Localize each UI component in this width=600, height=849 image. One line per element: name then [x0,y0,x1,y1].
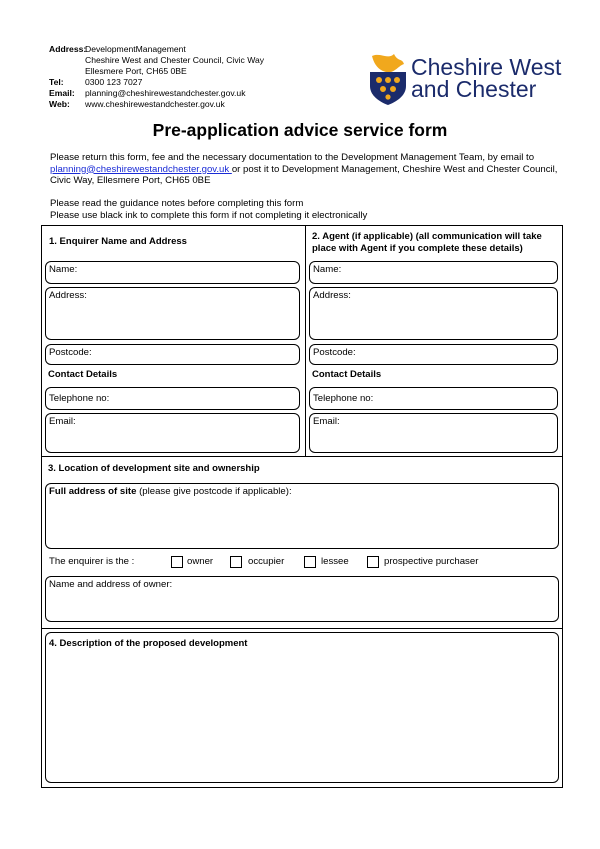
column-divider [305,225,306,457]
lessee-checkbox[interactable] [304,556,316,568]
lessee-option-label: lessee [321,556,349,567]
email-link[interactable]: planning@cheshirewestandchester.gov.uk [50,163,232,175]
site-address-label-bold: Full address of site [49,486,137,497]
intro-text-after: or post it to Development Management, Cheshire West and Chester Council, Civic Way, Ellesmere Port, CH65 0BE [50,163,558,186]
enquirer-postcode-field[interactable] [45,344,300,365]
occupier-option-label: occupier [248,556,285,567]
prospective-purchaser-option-label: prospective purchaser [384,556,479,567]
agent-name-label: Name: [313,264,342,275]
enquirer-name-label: Name: [49,264,78,275]
section-4-heading: 4. Description of the proposed development [49,638,248,649]
development-description-field[interactable] [45,632,559,783]
tel-label: Tel: [49,77,64,87]
section-divider-4 [41,628,563,629]
section-1-heading: 1. Enquirer Name and Address [49,236,187,247]
site-address-label-rest: (please give postcode if applicable): [136,486,292,497]
email-label: Email: [49,88,75,98]
section-2-heading-line-1: 2. Agent (if applicable) (all communication will take [312,231,542,242]
page-title: Pre-application advice service form [152,120,448,140]
agent-telephone-label: Telephone no: [313,393,374,404]
enquirer-address-field[interactable] [45,287,300,340]
section-2-heading [312,231,560,255]
email-value: planning@cheshirewestandchester.gov.uk [85,88,246,98]
enquirer-postcode-label: Postcode: [49,347,92,358]
agent-address-field[interactable] [309,287,558,340]
address-line-1: DevelopmentManagement [85,44,186,54]
owner-name-address-field[interactable] [45,576,559,622]
agent-email-field[interactable] [309,413,558,453]
prospective-purchaser-checkbox[interactable] [367,556,379,568]
intro-paragraph [50,152,570,187]
enquirer-contact-heading: Contact Details [48,369,118,380]
logo-line-1: Cheshire West [411,54,562,80]
section-divider-3 [41,456,563,457]
web-label: Web: [49,99,70,109]
instructions [50,198,570,221]
instruction-line-1: Please read the guidance notes before completing this form [50,198,304,209]
occupier-checkbox[interactable] [230,556,242,568]
intro-text-before: Please return this form, fee and the necessary documentation to the Development Management Team, by email to [50,152,535,163]
enquirer-telephone-field[interactable] [45,387,300,410]
enquirer-is-label: The enquirer is the : [49,556,135,567]
agent-address-label: Address: [313,290,351,301]
site-address-field[interactable] [45,483,559,549]
enquirer-telephone-label: Telephone no: [49,393,110,404]
web-value: www.cheshirewestandchester.gov.uk [85,99,225,109]
owner-checkbox[interactable] [171,556,183,568]
enquirer-name-field[interactable] [45,261,300,284]
owner-option-label: owner [187,556,214,567]
address-label: Address: [49,44,87,54]
instruction-line-2: Please use black ink to complete this form if not completing it electronically [50,209,368,221]
section-3-heading: 3. Location of development site and ownership [48,463,260,474]
contact-header [49,44,264,110]
council-crest-icon [368,50,408,106]
enquirer-email-label: Email: [49,416,76,427]
agent-postcode-field[interactable] [309,344,558,365]
address-line-3: Ellesmere Port, CH65 0BE [85,66,187,76]
section-2-heading-line-2: place with Agent if you complete these details) [312,243,523,254]
agent-contact-heading: Contact Details [312,369,382,380]
agent-telephone-field[interactable] [309,387,558,410]
logo-wordmark [411,56,561,100]
owner-name-address-label: Name and address of owner: [49,579,173,590]
agent-name-field[interactable] [309,261,558,284]
address-line-2: Cheshire West and Chester Council, Civic Way [85,55,265,65]
tel-value: 0300 123 7027 [85,77,143,87]
enquirer-email-field[interactable] [45,413,300,453]
agent-postcode-label: Postcode: [313,347,356,358]
logo-line-2: and Chester [411,76,537,102]
agent-email-label: Email: [313,416,340,427]
enquirer-address-label: Address: [49,290,87,301]
